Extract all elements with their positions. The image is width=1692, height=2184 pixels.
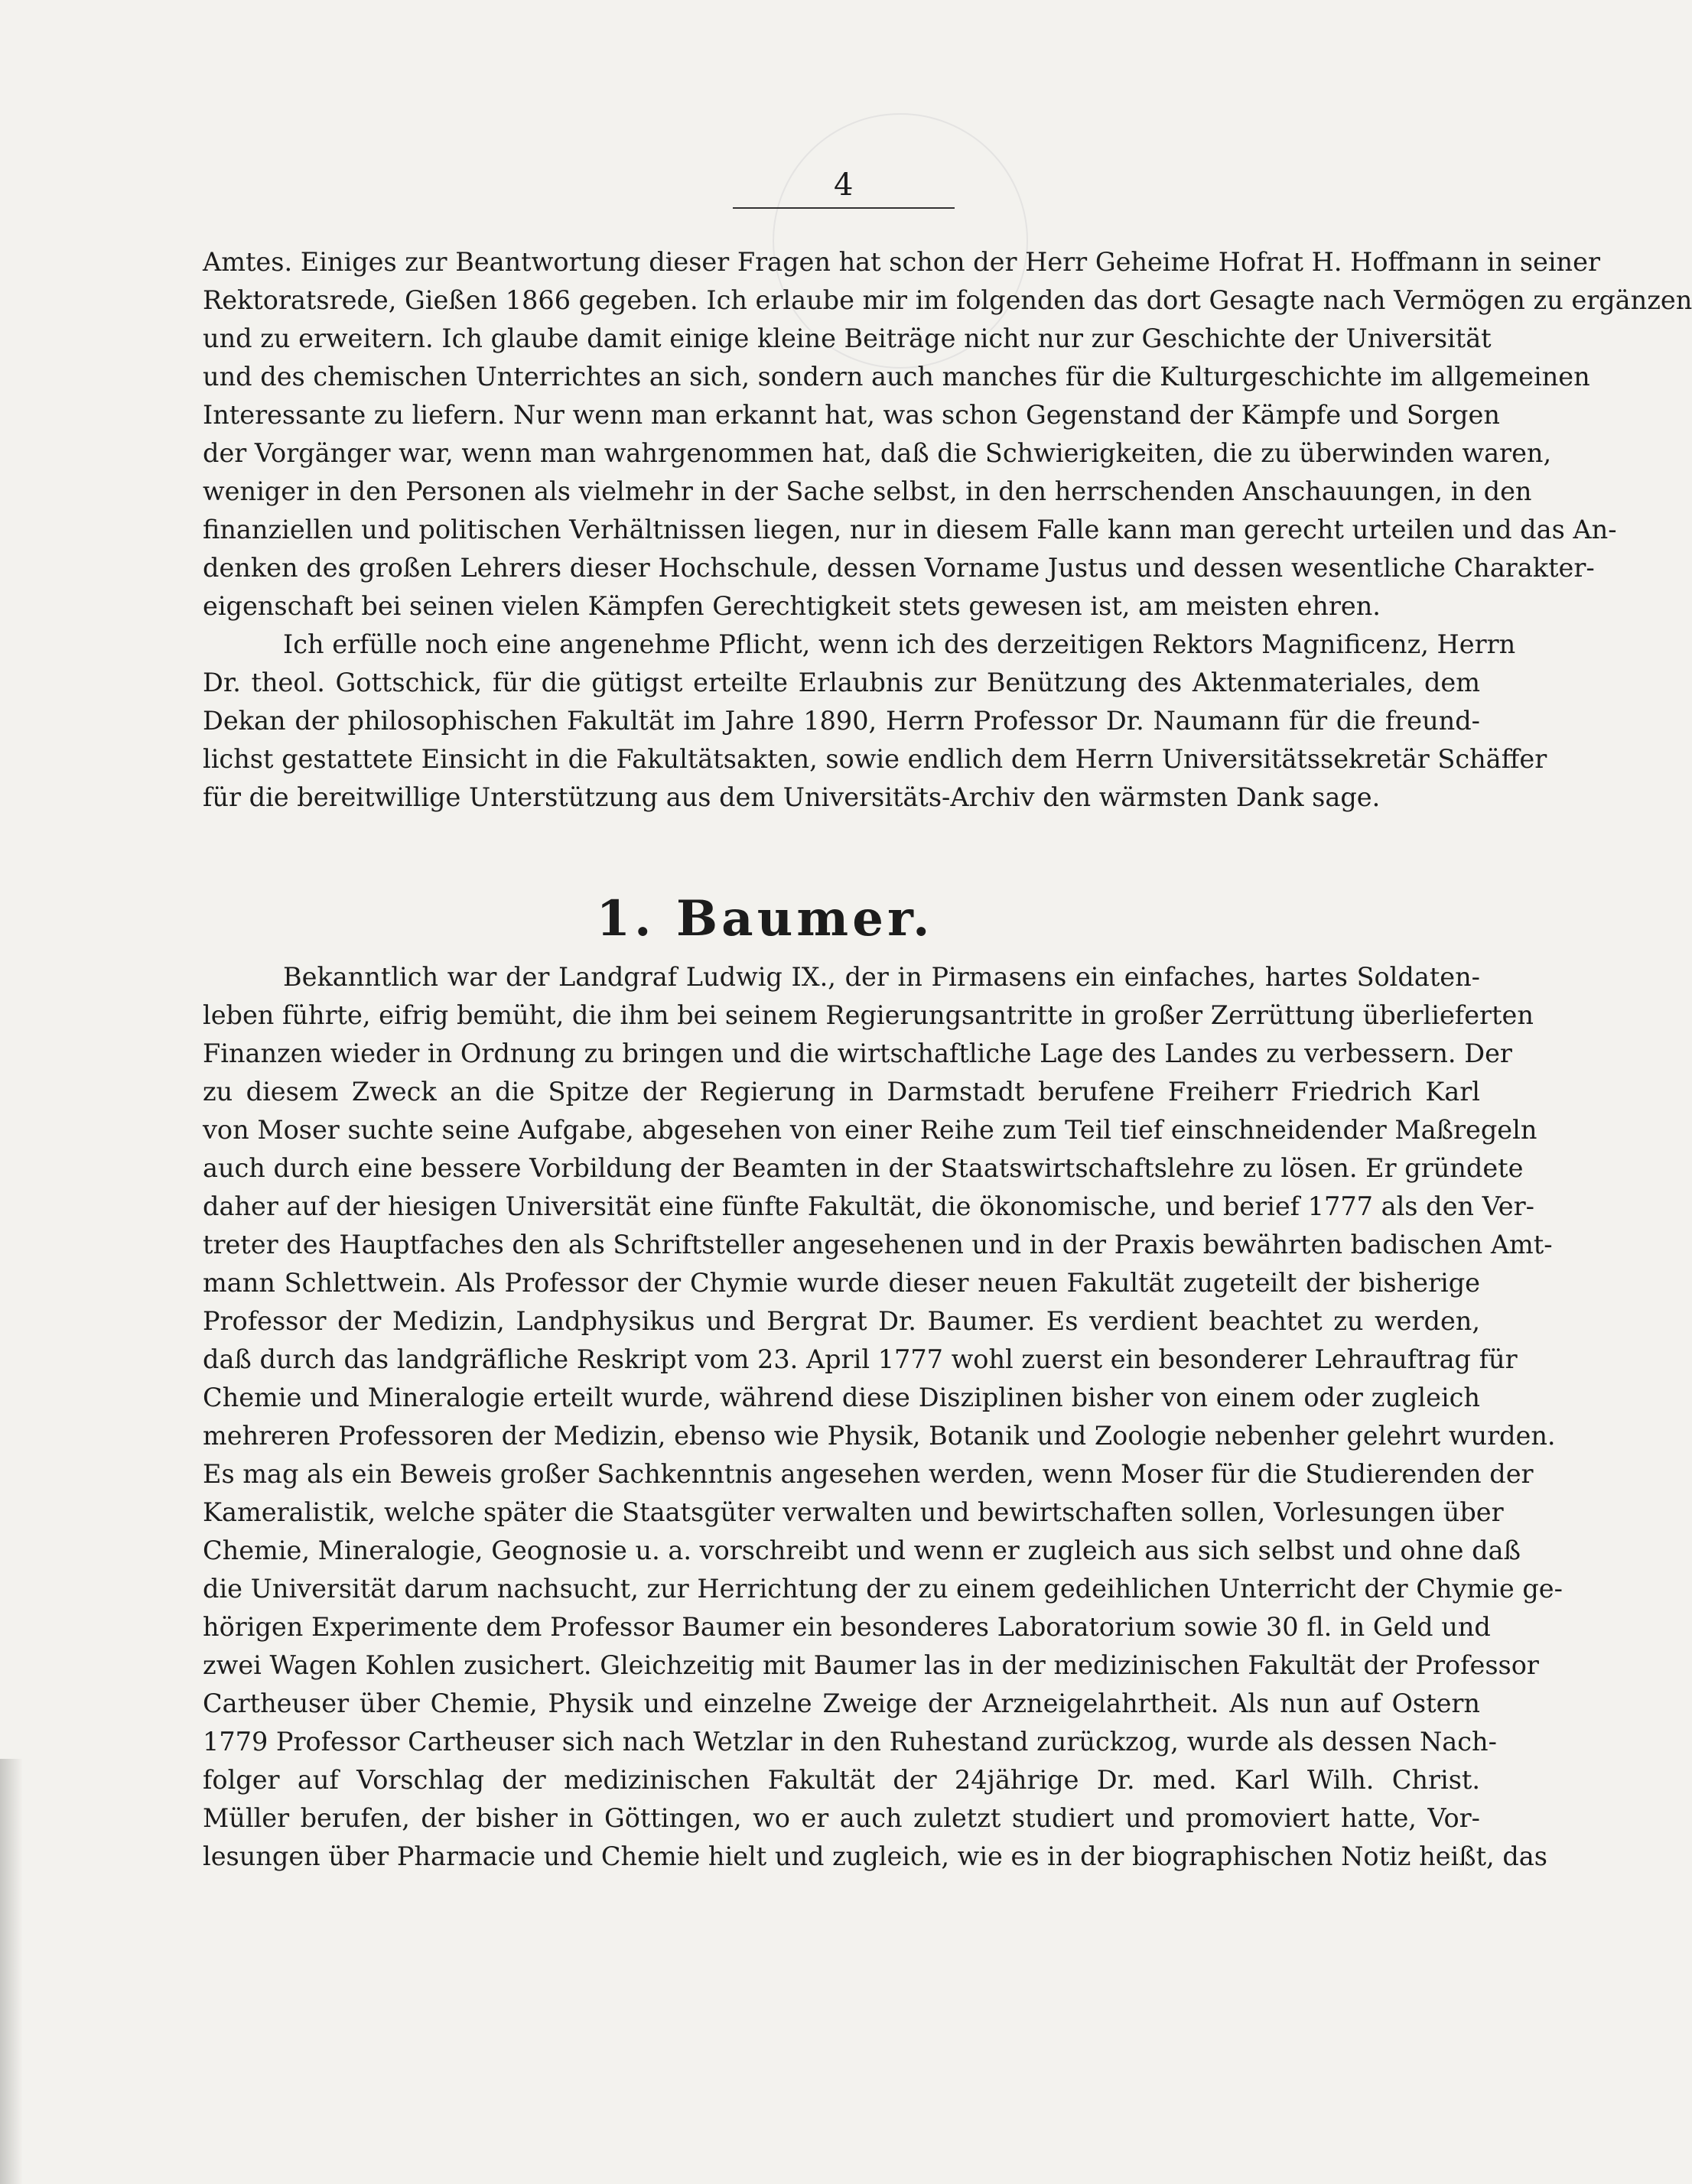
text-line: lichst gestattete Einsicht in die Fakultätsakten, sowie endlich dem Herrn Universitätssekretär Schäffer <box>203 744 1547 774</box>
text-line: Kameralistik, welche später die Staatsgüter verwalten und bewirtschaften sollen, Vorlesungen über <box>203 1497 1504 1527</box>
text-line: mann Schlettwein. Als Professor der Chymie wurde dieser neuen Fakultät zugeteilt der bisherige <box>203 1268 1480 1298</box>
page-edge-shadow <box>0 1759 23 2184</box>
text-line: Cartheuser über Chemie, Physik und einzelne Zweige der Arzneigelahrtheit. Als nun auf Ostern <box>203 1688 1480 1718</box>
text-line: 1779 Professor Cartheuser sich nach Wetzlar in den Ruhestand zurückzog, wurde als dessen Nach- <box>203 1727 1497 1757</box>
text-line: Dekan der philosophischen Fakultät im Jahre 1890, Herrn Professor Dr. Naumann für die freund- <box>203 706 1480 736</box>
text-line: Rektoratsrede, Gießen 1866 gegeben. Ich erlaube mir im folgenden das dort Gesagte nach Vermögen zu ergänzen <box>203 285 1692 315</box>
text-line: von Moser suchte seine Aufgabe, abgesehen von einer Reihe zum Teil tief einschneidender Maßregeln <box>203 1115 1537 1145</box>
section-heading: 1. Baumer. <box>596 890 934 947</box>
text-line: Professor der Medizin, Landphysikus und Bergrat Dr. Baumer. Es verdient beachtet zu werden, <box>203 1306 1480 1336</box>
text-line: und des chemischen Unterrichtes an sich, sondern auch manches für die Kulturgeschichte im allgemeinen <box>203 362 1590 392</box>
text-line: der Vorgänger war, wenn man wahrgenommen hat, daß die Schwierigkeiten, die zu überwinden waren, <box>203 438 1552 468</box>
text-line: folger auf Vorschlag der medizinischen Fakultät der 24jährige Dr. med. Karl Wilh. Christ. <box>203 1765 1480 1795</box>
header-rule <box>733 207 955 209</box>
text-line: zwei Wagen Kohlen zusichert. Gleichzeitig mit Baumer las in der medizinischen Fakultät der Professor <box>203 1650 1539 1680</box>
text-line: lesungen über Pharmacie und Chemie hielt und zugleich, wie es in der biographischen Notiz heißt, das <box>203 1841 1547 1871</box>
text-line: finanziellen und politischen Verhältnissen liegen, nur in diesem Falle kann man gerecht urteilen und das An- <box>203 515 1617 544</box>
paragraph-3 <box>203 958 1563 1876</box>
text-line: Interessante zu liefern. Nur wenn man erkannt hat, was schon Gegenstand der Kämpfe und Sorgen <box>203 400 1500 430</box>
text-line: mehreren Professoren der Medizin, ebenso wie Physik, Botanik und Zoologie nebenher gelehrt wurden. <box>203 1421 1556 1451</box>
text-line: hörigen Experimente dem Professor Baumer ein besonderes Laboratorium sowie 30 fl. in Geld und <box>203 1612 1491 1642</box>
text-line: für die bereitwillige Unterstützung aus dem Universitäts-Archiv den wärmsten Dank sage. <box>203 782 1381 812</box>
text-line: auch durch eine bessere Vorbildung der Beamten in der Staatswirtschaftslehre zu lösen. Er gründete <box>203 1153 1524 1183</box>
page-number: 4 <box>834 167 854 203</box>
text-line: Dr. theol. Gottschick, für die gütigst erteilte Erlaubnis zur Benützung des Aktenmateriales, dem <box>203 668 1480 697</box>
text-line: Es mag als ein Beweis großer Sachkenntnis angesehen werden, wenn Moser für die Studierenden der <box>203 1459 1534 1489</box>
text-line: Chemie, Mineralogie, Geognosie u. a. vorschreibt und wenn er zugleich aus sich selbst und ohne daß <box>203 1536 1521 1565</box>
text-line: Amtes. Einiges zur Beantwortung dieser Fragen hat schon der Herr Geheime Hofrat H. Hoffmann in seiner <box>203 247 1600 277</box>
paragraph-1 <box>203 243 1692 626</box>
text-line: weniger in den Personen als vielmehr in der Sache selbst, in den herrschenden Anschauungen, in den <box>203 476 1532 506</box>
text-line: Chemie und Mineralogie erteilt wurde, während diese Disziplinen bisher von einem oder zugleich <box>203 1383 1480 1412</box>
text-line: leben führte, eifrig bemüht, die ihm bei seinem Regierungsantritte in großer Zerrüttung überlieferten <box>203 1000 1534 1030</box>
text-line: denken des großen Lehrers dieser Hochschule, dessen Vorname Justus und dessen wesentliche Charakter- <box>203 553 1595 583</box>
text-line: eigenschaft bei seinen vielen Kämpfen Gerechtigkeit stets gewesen ist, am meisten ehren. <box>203 591 1381 621</box>
text-line: daß durch das landgräfliche Reskript vom 23. April 1777 wohl zuerst ein besonderer Lehrauftrag für <box>203 1344 1518 1374</box>
text-line: treter des Hauptfaches den als Schriftsteller angesehenen und in der Praxis bewährten badischen Amt- <box>203 1230 1553 1259</box>
text-line: daher auf der hiesigen Universität eine fünfte Fakultät, die ökonomische, und berief 1777 als den Ver- <box>203 1191 1534 1221</box>
text-line: zu diesem Zweck an die Spitze der Regierung in Darmstadt berufene Freiherr Friedrich Karl <box>203 1077 1480 1107</box>
text-line: Müller berufen, der bisher in Göttingen, wo er auch zuletzt studiert und promoviert hatte, Vor- <box>203 1803 1480 1833</box>
text-line: und zu erweitern. Ich glaube damit einige kleine Beiträge nicht nur zur Geschichte der Universität <box>203 323 1492 353</box>
text-line: Ich erfülle noch eine angenehme Pflicht, wenn ich des derzeitigen Rektors Magnificenz, Herrn <box>283 629 1516 659</box>
text-line: Bekanntlich war der Landgraf Ludwig IX., der in Pirmasens ein einfaches, hartes Soldaten- <box>283 962 1480 992</box>
text-line: die Universität darum nachsucht, zur Herrichtung der zu einem gedeihlichen Unterricht der Chymie ge- <box>203 1574 1563 1604</box>
text-line: Finanzen wieder in Ordnung zu bringen und die wirtschaftliche Lage des Landes zu verbessern. Der <box>203 1038 1512 1068</box>
paragraph-2 <box>203 626 1547 817</box>
